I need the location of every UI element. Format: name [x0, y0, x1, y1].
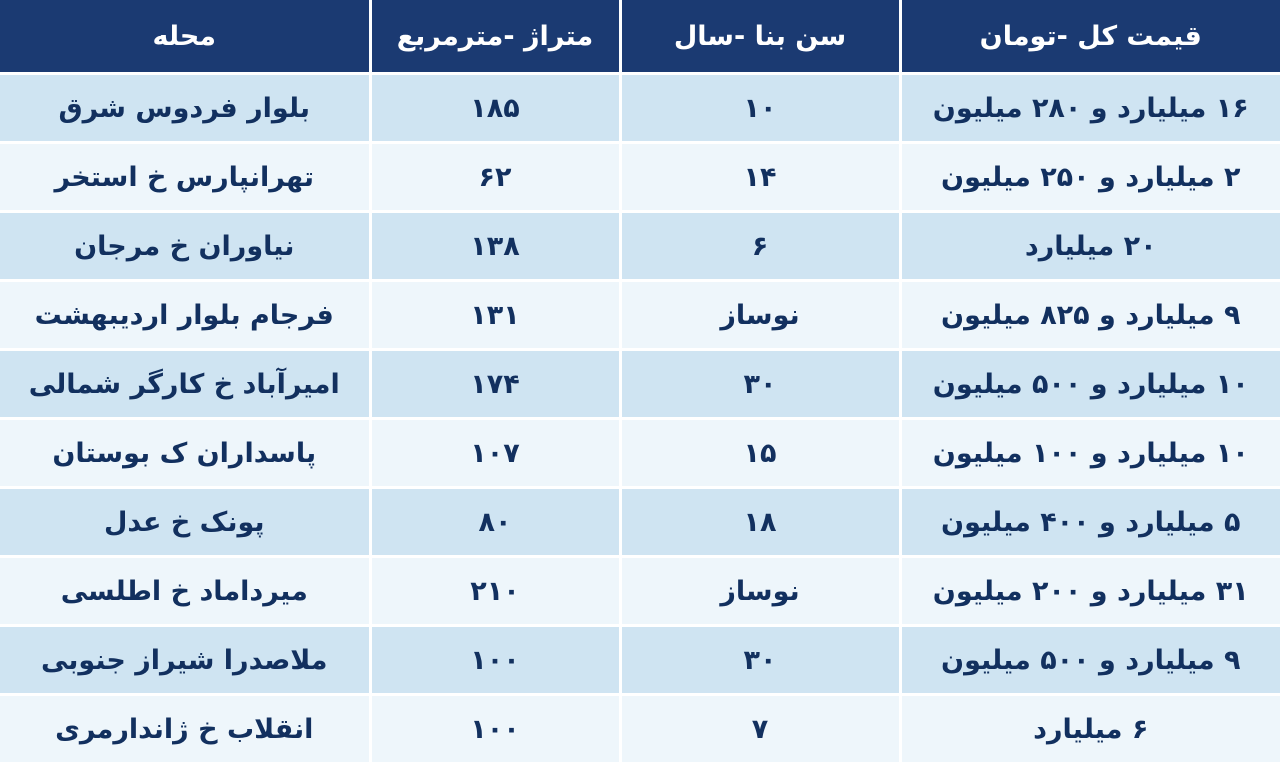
- cell-age: ۶: [620, 212, 900, 281]
- cell-area: ۱۷۴: [370, 350, 620, 419]
- cell-price: ۹ میلیارد و ۵۰۰ میلیون: [900, 626, 1280, 695]
- table-row: [0, 695, 1280, 764]
- table-row: [0, 626, 1280, 695]
- cell-price: ۱۶ میلیارد و ۲۸۰ میلیون: [900, 74, 1280, 143]
- header-row: [0, 0, 1280, 74]
- table-row: [0, 488, 1280, 557]
- cell-area: ۱۳۸: [370, 212, 620, 281]
- cell-age: ۳۰: [620, 626, 900, 695]
- cell-area: ۱۰۰: [370, 626, 620, 695]
- cell-age: ۱۵: [620, 419, 900, 488]
- column-header-neighborhood: محله: [0, 0, 370, 74]
- cell-neighborhood: پاسداران ک بوستان: [0, 419, 370, 488]
- column-header-area: متراژ -مترمربع: [370, 0, 620, 74]
- cell-age: ۷: [620, 695, 900, 764]
- cell-age: ۱۸: [620, 488, 900, 557]
- cell-age: نوساز: [620, 557, 900, 626]
- cell-area: ۱۸۵: [370, 74, 620, 143]
- cell-price: ۱۰ میلیارد و ۵۰۰ میلیون: [900, 350, 1280, 419]
- cell-neighborhood: پونک خ عدل: [0, 488, 370, 557]
- cell-age: ۱۰: [620, 74, 900, 143]
- column-header-price: قیمت کل -تومان: [900, 0, 1280, 74]
- cell-price: ۵ میلیارد و ۴۰۰ میلیون: [900, 488, 1280, 557]
- cell-age: ۱۴: [620, 143, 900, 212]
- cell-neighborhood: تهرانپارس خ استخر: [0, 143, 370, 212]
- table-row: [0, 74, 1280, 143]
- cell-neighborhood: میرداماد خ اطلسی: [0, 557, 370, 626]
- cell-neighborhood: فرجام بلوار اردیبهشت: [0, 281, 370, 350]
- cell-neighborhood: انقلاب خ ژاندارمری: [0, 695, 370, 764]
- cell-age: ۳۰: [620, 350, 900, 419]
- table-row: [0, 419, 1280, 488]
- table-row: [0, 350, 1280, 419]
- cell-age: نوساز: [620, 281, 900, 350]
- cell-area: ۱۳۱: [370, 281, 620, 350]
- cell-price: ۲۰ میلیارد: [900, 212, 1280, 281]
- table-row: [0, 281, 1280, 350]
- table-header: [0, 0, 1280, 74]
- cell-price: ۱۰ میلیارد و ۱۰۰ میلیون: [900, 419, 1280, 488]
- cell-neighborhood: امیرآباد خ کارگر شمالی: [0, 350, 370, 419]
- table-row: [0, 557, 1280, 626]
- cell-price: ۳۱ میلیارد و ۲۰۰ میلیون: [900, 557, 1280, 626]
- cell-neighborhood: بلوار فردوس شرق: [0, 74, 370, 143]
- table-row: [0, 143, 1280, 212]
- cell-price: ۶ میلیارد: [900, 695, 1280, 764]
- table-row: [0, 212, 1280, 281]
- cell-area: ۱۰۷: [370, 419, 620, 488]
- cell-area: ۱۰۰: [370, 695, 620, 764]
- table-body: [0, 74, 1280, 764]
- cell-area: ۸۰: [370, 488, 620, 557]
- cell-price: ۲ میلیارد و ۲۵۰ میلیون: [900, 143, 1280, 212]
- column-header-age: سن بنا -سال: [620, 0, 900, 74]
- cell-area: ۲۱۰: [370, 557, 620, 626]
- cell-area: ۶۲: [370, 143, 620, 212]
- cell-neighborhood: ملاصدرا شیراز جنوبی: [0, 626, 370, 695]
- cell-price: ۹ میلیارد و ۸۲۵ میلیون: [900, 281, 1280, 350]
- cell-neighborhood: نیاوران خ مرجان: [0, 212, 370, 281]
